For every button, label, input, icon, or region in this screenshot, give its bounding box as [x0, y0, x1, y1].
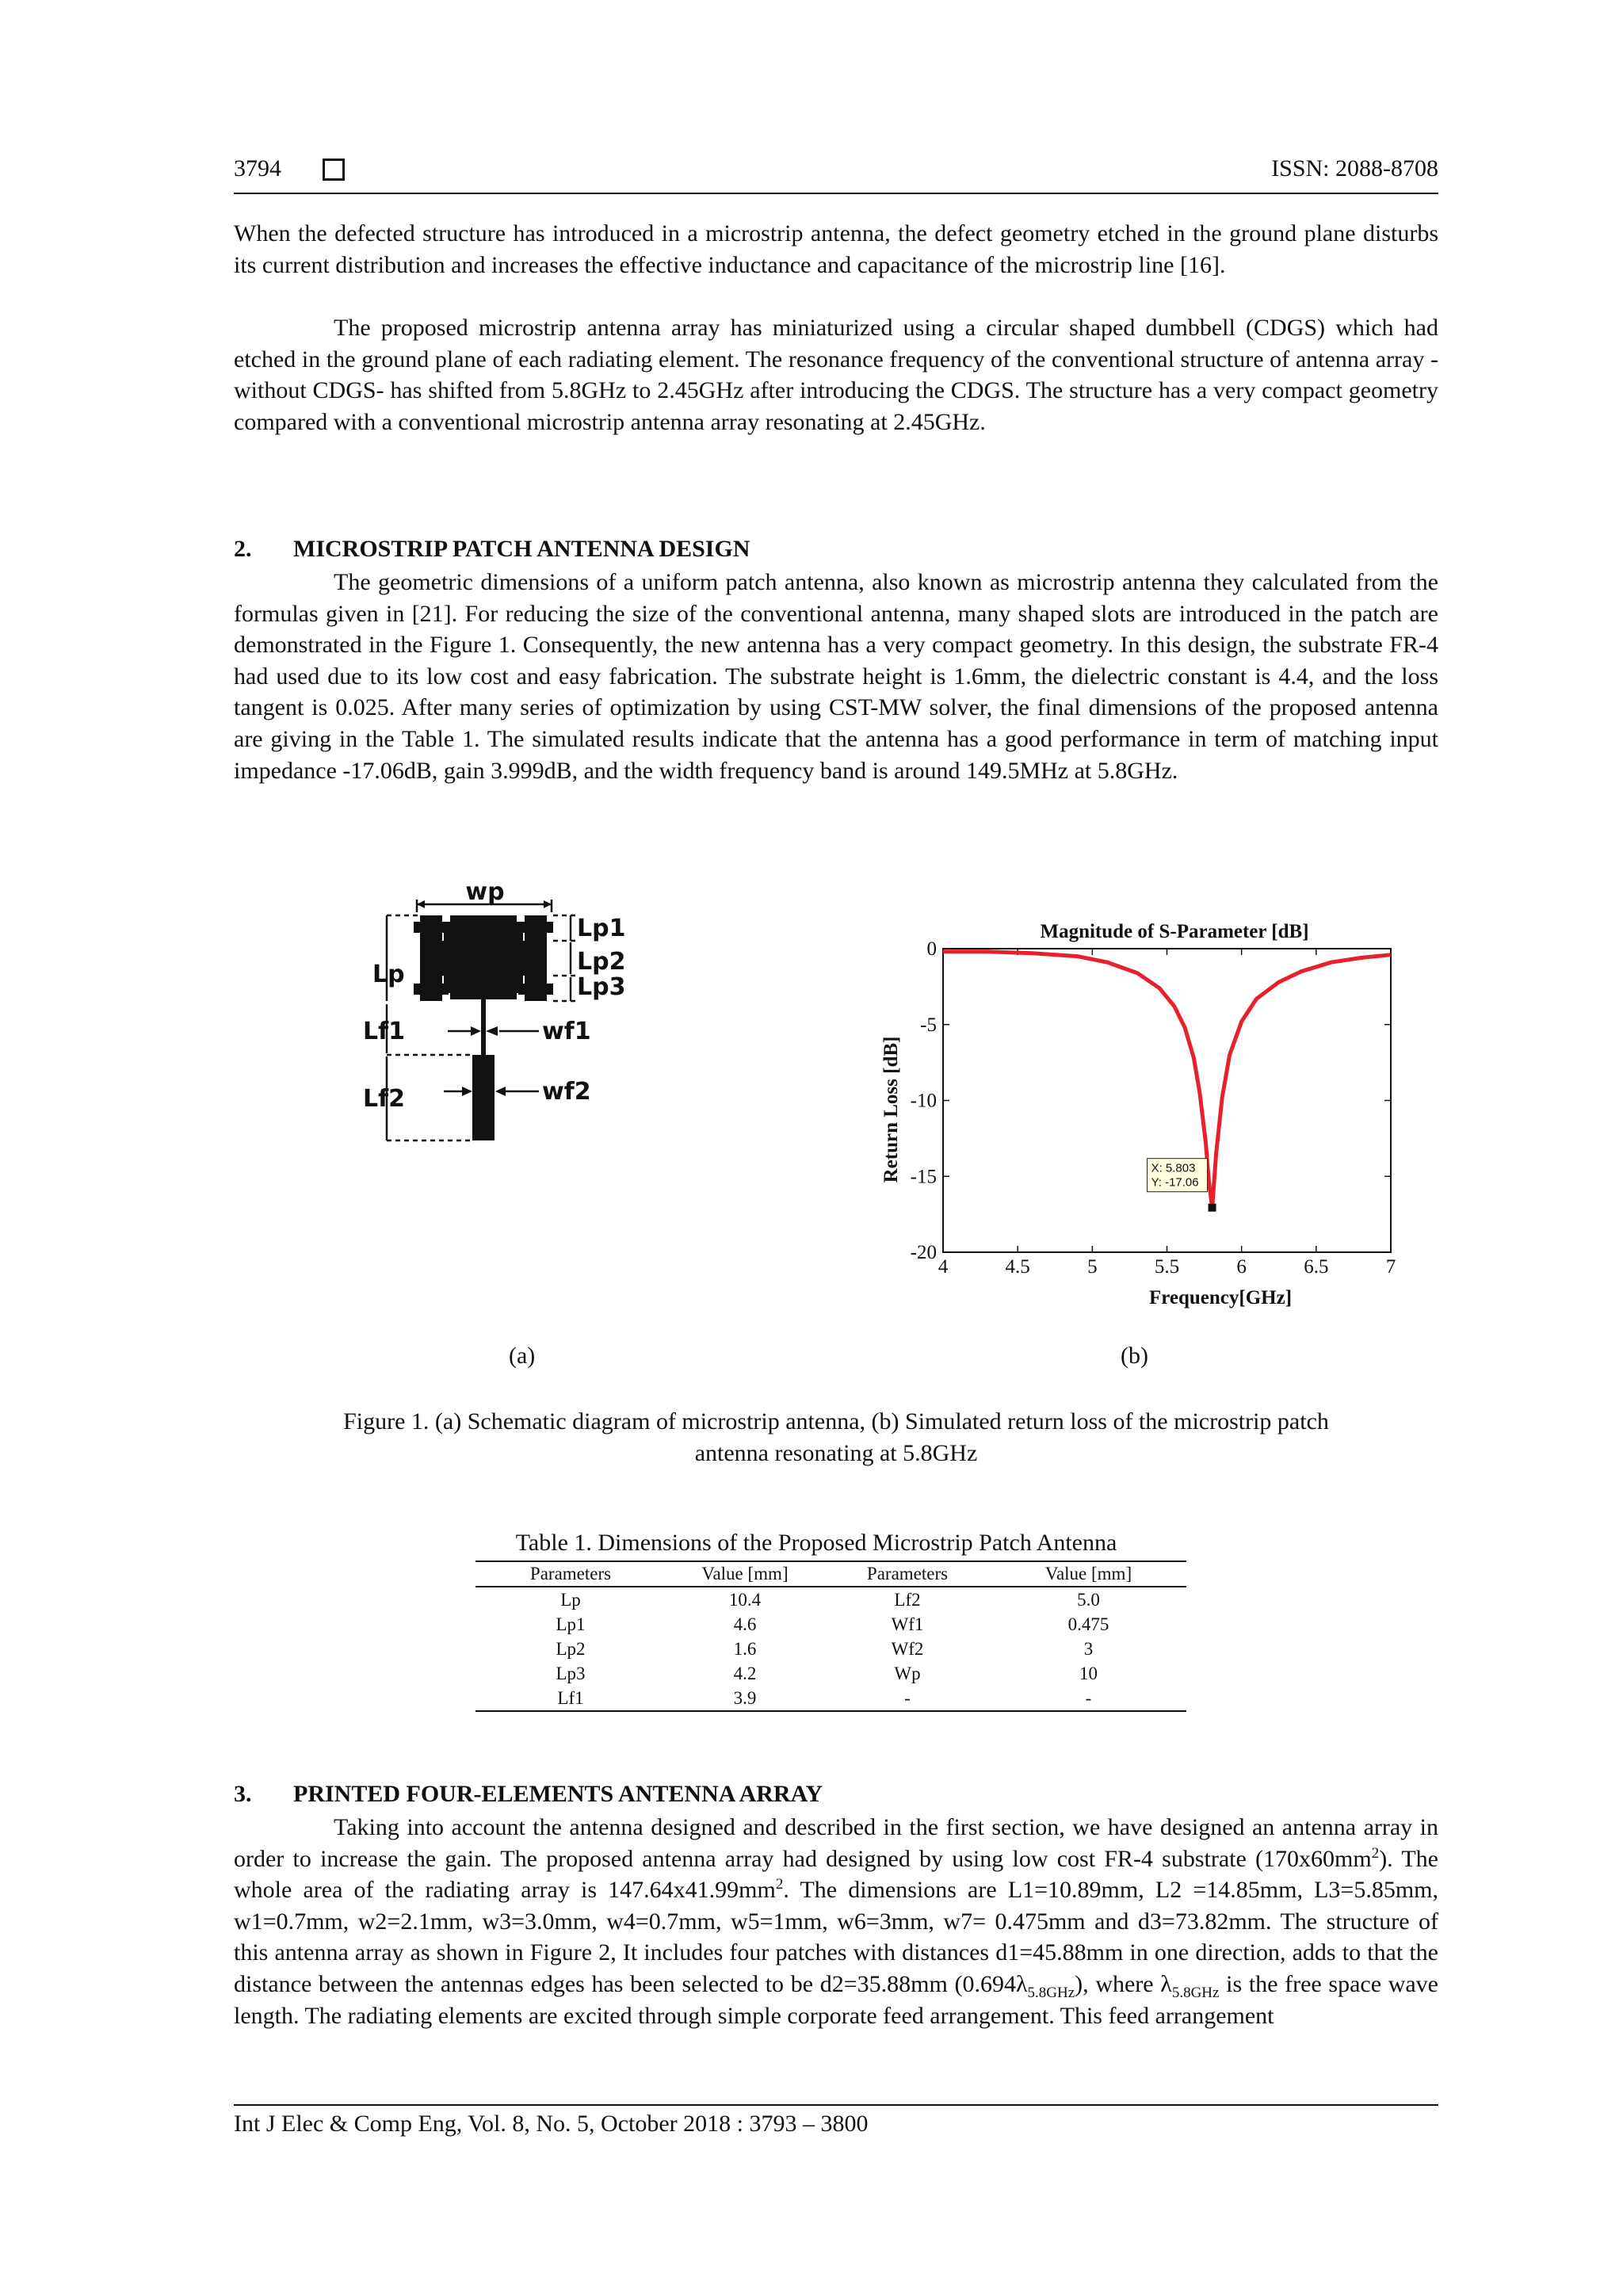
table-header-row — [475, 1561, 1186, 1586]
section-2-title: MICROSTRIP PATCH ANTENNA DESIGN — [293, 536, 750, 562]
chart-axes — [911, 938, 1396, 1278]
section-2-body: The geometric dimensions of a uniform patch antenna, also known as microstrip antenna they calculated from the formulas given in [21]. For reducing the size of the conventional antenna, many shaped slots are introduced in the patch are demonstrated in the Figure 1. Consequently, the new antenna has a very compact geometry. In this design, the substrate FR-4 had used due to its low cost and easy fabrication. The substrate height is 1.6mm, the dielectric constant is 4.4, and the loss tangent is 0.025. After many series of optimization by using CST-MW solver, the final dimensions of the proposed antenna are giving in the Table 1. The simulated results indicate that the antenna has a good performance in term of matching input impedance -17.06dB, gain 3.999dB, and the width frequency band is around 149.5MHz at 5.8GHz. — [234, 569, 1438, 784]
label-lf1: Lf1 — [363, 1018, 406, 1045]
y-tick-label: -10 — [910, 1090, 937, 1112]
section-3-text-4: ), where λ — [1075, 1970, 1172, 1997]
label-wf1: wf1 — [542, 1018, 591, 1045]
paragraph-2: The proposed microstrip antenna array has miniaturized using a circular shaped dumbbell (CDGS) which had etched in the ground plane of each radiating element. The resonance frequency of the conventional structure of antenna array -without CDGS- has shifted from 5.8GHz to 2.45GHz after introducing the CDGS. The structure has a very compact geometry compared with a conventional microstrip antenna array resonating at 2.45GHz. — [234, 315, 1438, 435]
section-2-number: 2. — [234, 536, 252, 562]
table-row — [475, 1587, 1186, 1612]
table-cell: Lp3 — [556, 1663, 586, 1683]
chart-xlabel: Frequency[GHz] — [1148, 1287, 1293, 1308]
section-3-title: PRINTED FOUR-ELEMENTS ANTENNA ARRAY — [293, 1781, 823, 1807]
table-cell: Lp — [560, 1589, 581, 1610]
chart-title: Magnitude of S-Parameter [dB] — [1040, 921, 1309, 942]
square-bullet-icon — [323, 159, 345, 181]
table-cell: Lp2 — [556, 1638, 586, 1659]
table-cell: - — [1085, 1687, 1092, 1708]
label-wp: wp — [465, 878, 505, 906]
table-cell: Wp — [894, 1663, 921, 1683]
figure-1-caption-line-2: antenna resonating at 5.8GHz — [694, 1440, 978, 1466]
page-header — [234, 155, 1438, 187]
table-row — [475, 1612, 1186, 1637]
section-3-body — [234, 1812, 1438, 2031]
y-tick-label: 0 — [926, 938, 937, 960]
table-1 — [475, 1561, 1186, 1712]
table-cell: 10.4 — [728, 1589, 762, 1610]
table-header: Value [mm] — [701, 1563, 789, 1584]
datatip-x: X: 5.803 — [1151, 1161, 1196, 1175]
table-1-title: Table 1. Dimensions of the Proposed Microstrip Patch Antenna — [515, 1530, 1117, 1556]
label-lf2: Lf2 — [363, 1085, 406, 1113]
subscript: 5.8GHz — [1027, 1984, 1075, 2001]
x-tick-label: 4 — [938, 1256, 949, 1278]
data-marker — [1209, 1204, 1216, 1212]
x-tick-label: 7 — [1385, 1256, 1396, 1278]
paragraph-1: When the defected structure has introduced in a microstrip antenna, the defect geometry etched in the ground plane disturbs its current distribution and increases the effective inductance and capacitance of the microstrip line [16]. — [234, 220, 1438, 278]
table-bottom-rule — [475, 1710, 1186, 1712]
label-lp2: Lp2 — [577, 948, 626, 976]
table-cell: 0.475 — [1067, 1614, 1109, 1634]
table-cell: Lf1 — [557, 1687, 584, 1708]
figure-sublabel-a: (a) — [509, 1343, 536, 1369]
table-cell: 5.0 — [1077, 1589, 1100, 1610]
footer-rule — [234, 2104, 1438, 2106]
return-loss-chart — [880, 915, 1426, 1312]
chart-annotation — [1148, 1159, 1216, 1212]
patch-shape — [414, 915, 553, 1140]
table-cell: 3 — [1083, 1638, 1094, 1659]
table-cell: Wf2 — [891, 1638, 924, 1659]
x-tick-label: 6 — [1236, 1256, 1247, 1278]
table-cell: Lf2 — [894, 1589, 921, 1610]
header-rule — [234, 193, 1438, 194]
label-wf2: wf2 — [542, 1078, 591, 1106]
page-footer: Int J Elec & Comp Eng, Vol. 8, No. 5, October 2018 : 3793 – 3800 — [234, 2111, 869, 2137]
y-tick-label: -15 — [910, 1166, 937, 1188]
table-row — [475, 1686, 1186, 1710]
section-2-heading — [234, 536, 750, 563]
table-cell: 1.6 — [733, 1638, 757, 1659]
superscript: 2 — [775, 1876, 784, 1893]
table-cell: 4.2 — [733, 1663, 757, 1683]
figure-sublabel-b: (b) — [1121, 1343, 1148, 1369]
table-cell: 4.6 — [733, 1614, 757, 1634]
table-header: Parameters — [529, 1563, 612, 1584]
table-header: Value [mm] — [1044, 1563, 1132, 1584]
chart-ylabel: Return Loss [dB] — [880, 1036, 902, 1183]
table-row — [475, 1637, 1186, 1661]
table-row — [475, 1661, 1186, 1686]
issn: ISSN: 2088-8708 — [1271, 155, 1438, 181]
section-3-text-3: . The dimensions are L1=10.89mm, L2 =14.85mm, L3=5.85mm, w1=0.7mm, w2=2.1mm, w3=3.0mm, w4=0.7mm, w5=1mm, w6=3mm, w7= 0.475mm and d3=73.82mm. The structure of this antenna array as shown in Figure 2, It includes four patches with distances d1=45.88mm in one direction, adds to that the distance between the antennas edges has been selected to be d2=35.88mm (0.694λ — [234, 1877, 1438, 1997]
table-cell: Wf1 — [891, 1614, 924, 1634]
label-lp1: Lp1 — [577, 915, 626, 942]
y-tick-label: -5 — [920, 1014, 937, 1036]
section-3-number: 3. — [234, 1781, 252, 1807]
section-3-heading — [234, 1781, 823, 1808]
antenna-schematic — [363, 876, 705, 1209]
section-3-text-2: ). The whole area of the radiating array is 147.64x41.99mm — [234, 1845, 1438, 1904]
x-tick-label: 5.5 — [1154, 1256, 1180, 1278]
figure-1-caption-line-1: Figure 1. (a) Schematic diagram of microstrip antenna, (b) Simulated return loss of the microstrip patch — [343, 1408, 1329, 1435]
label-lp3: Lp3 — [577, 973, 626, 1001]
table-cell: 10 — [1079, 1663, 1098, 1683]
x-tick-label: 6.5 — [1304, 1256, 1329, 1278]
y-tick-label: -20 — [910, 1242, 937, 1263]
table-cell: - — [904, 1687, 911, 1708]
superscript: 2 — [1371, 1844, 1380, 1862]
x-tick-label: 4.5 — [1005, 1256, 1030, 1278]
table-header: Parameters — [866, 1563, 949, 1584]
subscript: 5.8GHz — [1171, 1984, 1220, 2001]
datatip-y: Y: -17.06 — [1151, 1175, 1199, 1190]
section-3-text-5: is the free space wave length. The radiating elements are excited through simple corporate feed arrangement. This feed arrangement — [234, 1970, 1438, 2029]
table-cell: 3.9 — [733, 1687, 757, 1708]
x-tick-label: 5 — [1087, 1256, 1098, 1278]
section-3-text-1: Taking into account the antenna designed and described in the first section, we have designed an antenna array in order to increase the gain. The proposed antenna array had designed by using low cost FR-4 substrate (170x60mm — [234, 1814, 1438, 1872]
label-lp: Lp — [372, 961, 405, 988]
page-number: 3794 — [234, 155, 281, 181]
table-cell: Lp1 — [556, 1614, 586, 1634]
